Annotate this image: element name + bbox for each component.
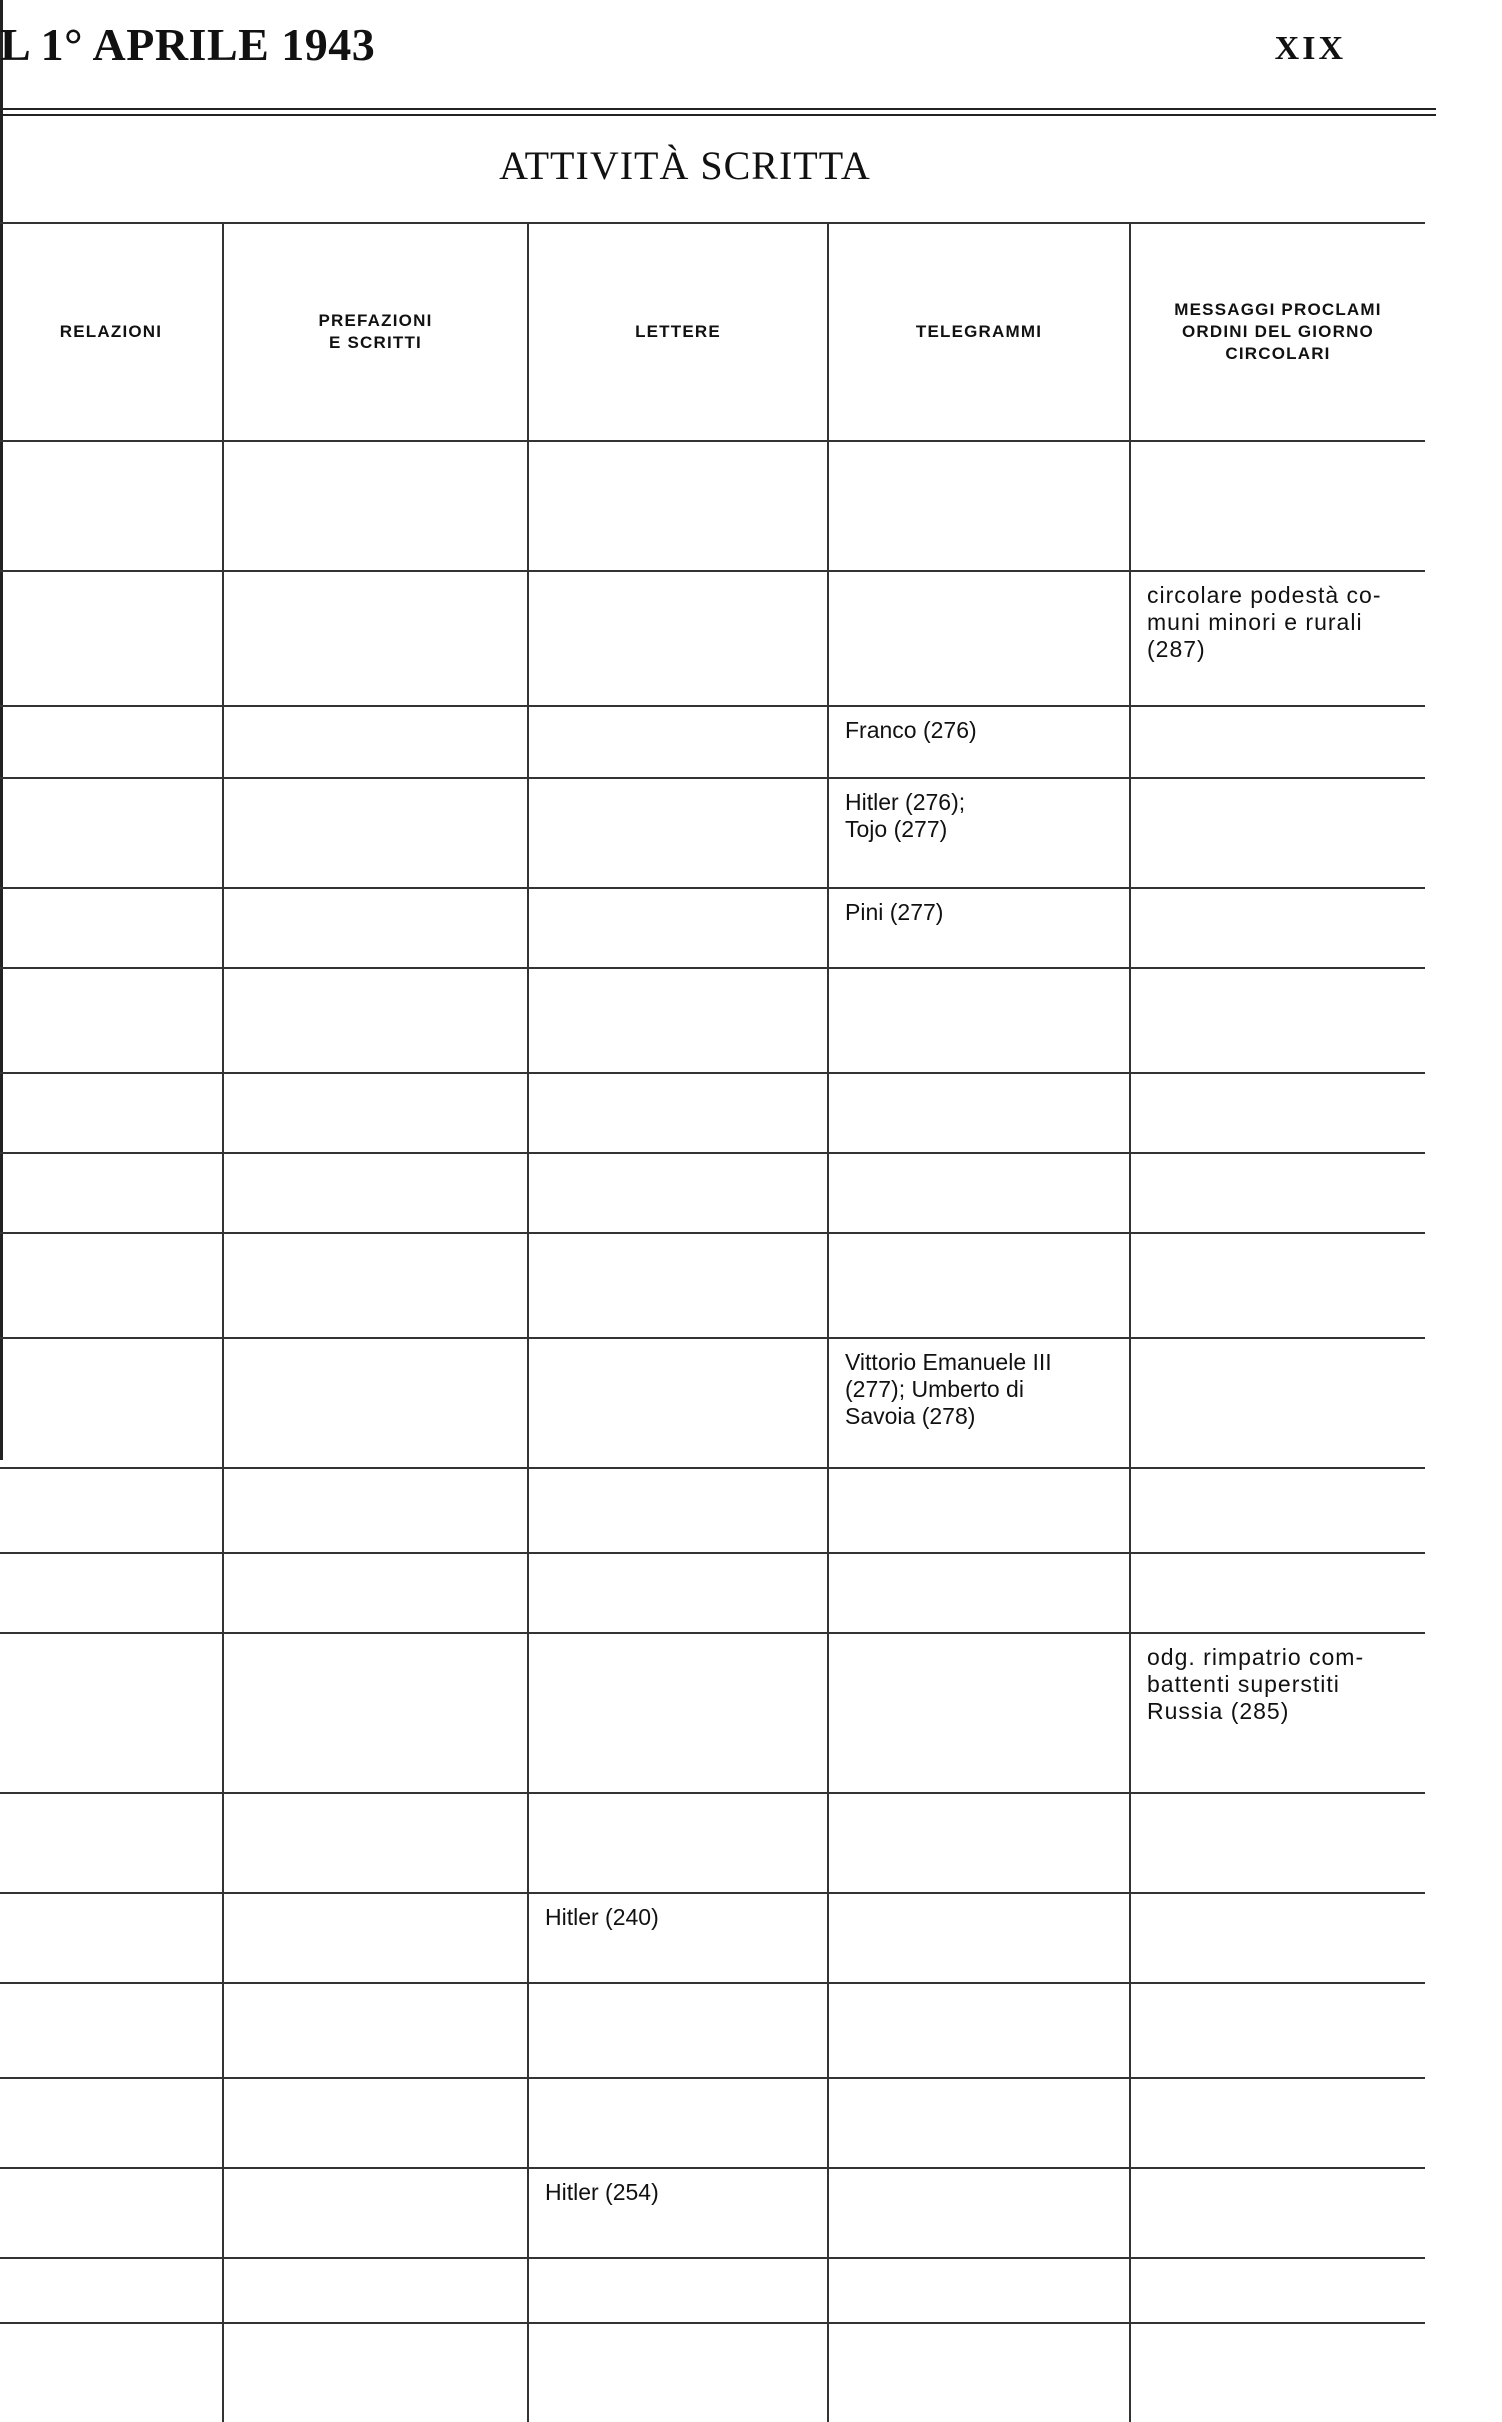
table-cell-messaggi-circolari	[1129, 1232, 1425, 1337]
table-cell-messaggi-circolari	[1129, 1467, 1425, 1552]
table-cell-relazioni	[0, 705, 222, 777]
table-cell-messaggi-circolari	[1129, 1152, 1425, 1232]
table-cell-telegrammi	[827, 1982, 1129, 2077]
table-cell-messaggi-circolari	[1129, 1892, 1425, 1982]
table-cell-messaggi-circolari	[1129, 1792, 1425, 1892]
table-cell-messaggi-circolari	[1129, 1552, 1425, 1632]
table-cell-lettere	[527, 440, 827, 570]
table-cell-telegrammi	[827, 777, 1129, 887]
table-cell-prefazioni-scritti	[222, 1467, 527, 1552]
table-cell-relazioni	[0, 1552, 222, 1632]
table-cell-relazioni	[0, 440, 222, 570]
table-cell-relazioni	[0, 1792, 222, 1892]
table-cell-messaggi-circolari	[1129, 440, 1425, 570]
table-cell-telegrammi	[827, 1632, 1129, 1792]
table-cell-messaggi-circolari	[1129, 2322, 1425, 2422]
table-cell-prefazioni-scritti	[222, 887, 527, 967]
table-cell-telegrammi	[827, 1337, 1129, 1467]
table-cell-lettere	[527, 887, 827, 967]
table-cell-lettere	[527, 1982, 827, 2077]
table-cell-telegrammi	[827, 440, 1129, 570]
table-cell-telegrammi	[827, 1152, 1129, 1232]
table-cell-lettere	[527, 1792, 827, 1892]
cell-entry-text: Hitler (240)	[545, 1904, 659, 1930]
table-cell-lettere	[527, 1892, 827, 1982]
table-cell-prefazioni-scritti	[222, 777, 527, 887]
table-cell-messaggi-circolari	[1129, 777, 1425, 887]
table-cell-relazioni	[0, 1152, 222, 1232]
table-cell-relazioni	[0, 1337, 222, 1467]
table-cell-prefazioni-scritti	[222, 1072, 527, 1152]
table-cell-telegrammi	[827, 1892, 1129, 1982]
table-cell-lettere	[527, 1632, 827, 1792]
table-cell-relazioni	[0, 777, 222, 887]
table-cell-messaggi-circolari	[1129, 1337, 1425, 1467]
table-cell-lettere	[527, 777, 827, 887]
table-cell-relazioni	[0, 1232, 222, 1337]
table-cell-prefazioni-scritti	[222, 1337, 527, 1467]
table-cell-relazioni	[0, 2077, 222, 2167]
table-cell-messaggi-circolari	[1129, 1632, 1425, 1792]
running-header-date: L 1° APRILE 1943	[0, 19, 376, 70]
table-cell-prefazioni-scritti	[222, 2167, 527, 2257]
table-cell-telegrammi	[827, 2077, 1129, 2167]
table-cell-prefazioni-scritti	[222, 1632, 527, 1792]
header-rule-bottom	[0, 114, 1436, 116]
table-cell-prefazioni-scritti	[222, 570, 527, 705]
table-cell-lettere	[527, 1152, 827, 1232]
table-cell-prefazioni-scritti	[222, 2077, 527, 2167]
table-cell-relazioni	[0, 967, 222, 1072]
table-cell-lettere	[527, 1337, 827, 1467]
table-cell-messaggi-circolari	[1129, 2257, 1425, 2322]
cell-entry-text: Vittorio Emanuele III (277); Umberto di Savoia (278)	[845, 1349, 1052, 1429]
table-cell-messaggi-circolari	[1129, 705, 1425, 777]
table-cell-lettere	[527, 2257, 827, 2322]
table-cell-lettere	[527, 570, 827, 705]
table-cell-prefazioni-scritti	[222, 1982, 527, 2077]
table-cell-prefazioni-scritti	[222, 967, 527, 1072]
page-number: XIX	[1274, 30, 1346, 67]
table-cell-relazioni	[0, 887, 222, 967]
cell-entry-text: Franco (276)	[845, 717, 977, 743]
table-cell-relazioni	[0, 2257, 222, 2322]
activity-table	[0, 222, 1425, 2344]
cell-entry-text: odg. rimpatrio com- battenti superstiti Russia (285)	[1147, 1644, 1365, 1724]
table-cell-prefazioni-scritti	[222, 440, 527, 570]
table-cell-relazioni	[0, 2167, 222, 2257]
table-cell-lettere	[527, 1232, 827, 1337]
table-cell-lettere	[527, 1552, 827, 1632]
table-cell-lettere	[527, 1467, 827, 1552]
table-cell-lettere	[527, 1072, 827, 1152]
table-cell-prefazioni-scritti	[222, 1552, 527, 1632]
table-cell-telegrammi	[827, 2167, 1129, 2257]
table-cell-lettere	[527, 2077, 827, 2167]
table-cell-relazioni	[0, 1892, 222, 1982]
table-cell-messaggi-circolari	[1129, 2167, 1425, 2257]
column-header-prefazioni-scritti: PREFAZIONI E SCRITTI	[222, 222, 527, 440]
table-cell-telegrammi	[827, 967, 1129, 1072]
table-cell-prefazioni-scritti	[222, 2322, 527, 2422]
column-header-telegrammi: TELEGRAMMI	[827, 222, 1129, 440]
table-cell-messaggi-circolari	[1129, 1982, 1425, 2077]
table-cell-messaggi-circolari	[1129, 887, 1425, 967]
table-cell-prefazioni-scritti	[222, 2257, 527, 2322]
table-cell-relazioni	[0, 570, 222, 705]
cell-entry-text: Pini (277)	[845, 899, 944, 925]
cell-entry-text: circolare podestà co- muni minori e rurali (287)	[1147, 582, 1382, 662]
column-header-lettere: LETTERE	[527, 222, 827, 440]
table-cell-lettere	[527, 2322, 827, 2422]
cell-entry-text: Hitler (276); Tojo (277)	[845, 789, 966, 842]
column-header-relazioni: RELAZIONI	[0, 222, 222, 440]
table-cell-telegrammi	[827, 1552, 1129, 1632]
table-cell-telegrammi	[827, 1232, 1129, 1337]
table-cell-messaggi-circolari	[1129, 570, 1425, 705]
table-cell-relazioni	[0, 2322, 222, 2422]
table-cell-telegrammi	[827, 887, 1129, 967]
table-cell-lettere	[527, 967, 827, 1072]
table-cell-messaggi-circolari	[1129, 2077, 1425, 2167]
table-cell-relazioni	[0, 1632, 222, 1792]
table-cell-prefazioni-scritti	[222, 705, 527, 777]
header-rule-top	[0, 108, 1436, 110]
table-cell-messaggi-circolari	[1129, 967, 1425, 1072]
table-cell-prefazioni-scritti	[222, 1232, 527, 1337]
table-cell-relazioni	[0, 1072, 222, 1152]
table-cell-telegrammi	[827, 2322, 1129, 2422]
table-cell-telegrammi	[827, 1467, 1129, 1552]
cell-entry-text: Hitler (254)	[545, 2179, 659, 2205]
section-title: ATTIVITÀ SCRITTA	[499, 143, 871, 188]
table-cell-prefazioni-scritti	[222, 1892, 527, 1982]
table-cell-relazioni	[0, 1982, 222, 2077]
table-cell-telegrammi	[827, 2257, 1129, 2322]
table-cell-relazioni	[0, 1467, 222, 1552]
table-cell-telegrammi	[827, 1792, 1129, 1892]
table-cell-prefazioni-scritti	[222, 1792, 527, 1892]
table-cell-lettere	[527, 2167, 827, 2257]
table-cell-lettere	[527, 705, 827, 777]
table-cell-telegrammi	[827, 1072, 1129, 1152]
table-cell-telegrammi	[827, 705, 1129, 777]
table-cell-messaggi-circolari	[1129, 1072, 1425, 1152]
table-cell-telegrammi	[827, 570, 1129, 705]
column-header-messaggi-circolari: MESSAGGI PROCLAMI ORDINI DEL GIORNO CIRCOLARI	[1129, 222, 1425, 440]
table-cell-prefazioni-scritti	[222, 1152, 527, 1232]
